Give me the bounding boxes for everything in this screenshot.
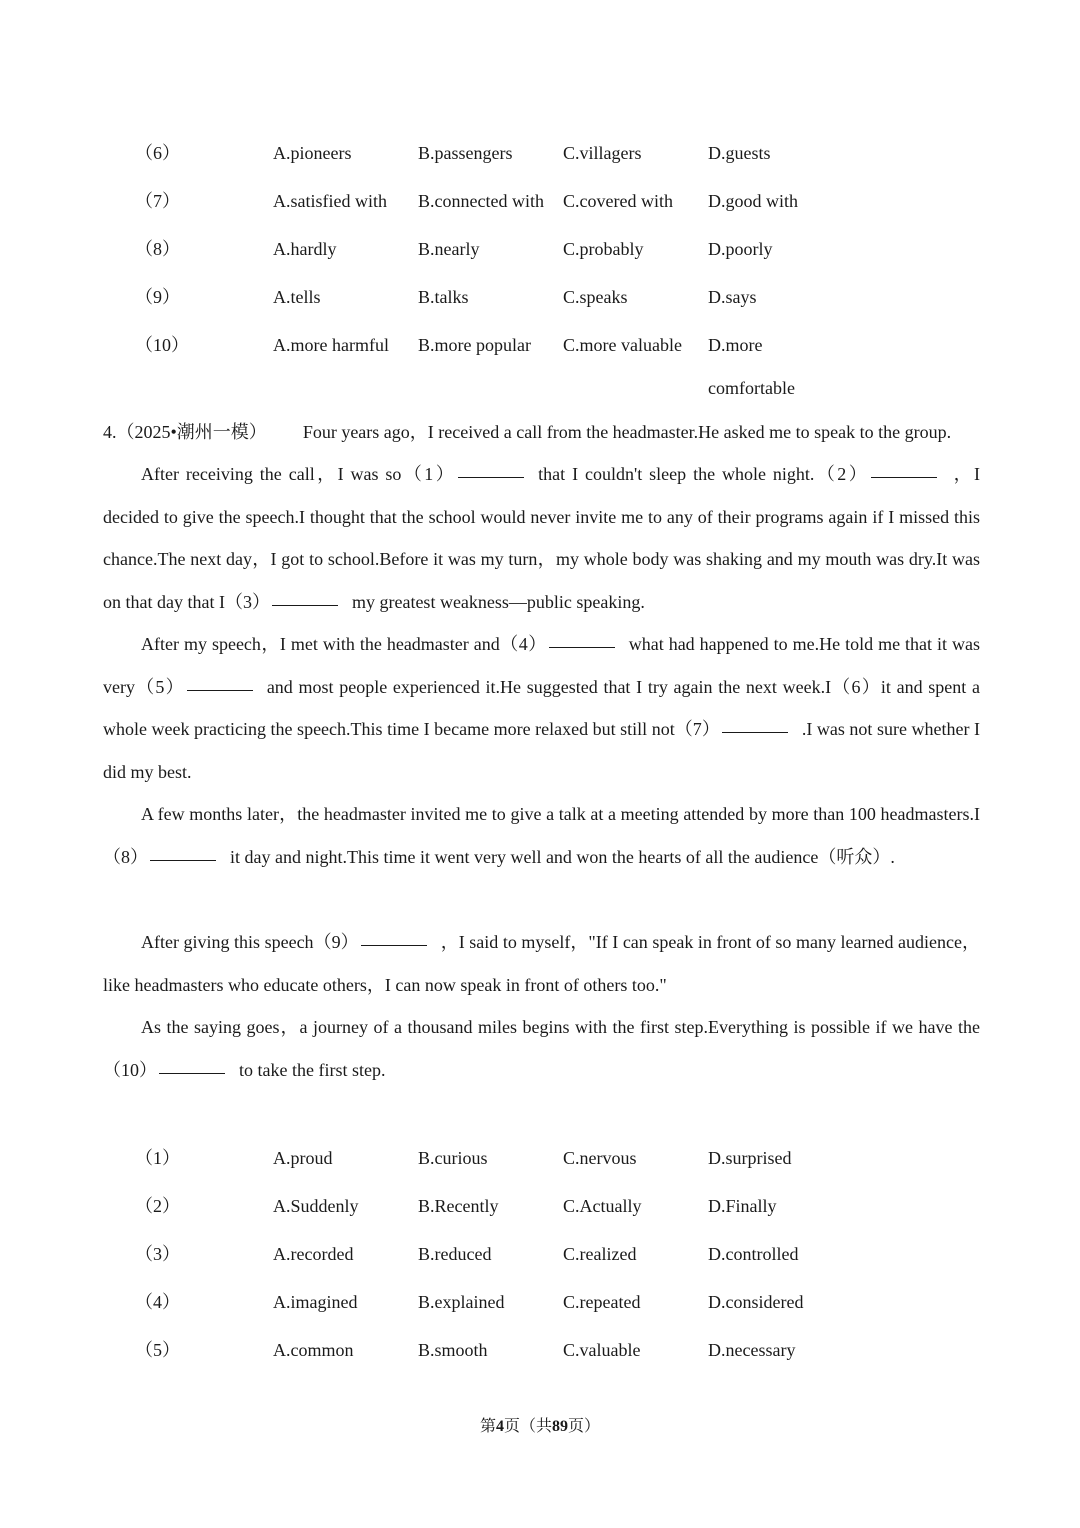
option-b: B.curious (418, 1148, 488, 1168)
option-row (0, 186, 1080, 216)
option-b: B.connected with (418, 191, 544, 211)
option-a: A.Suddenly (273, 1196, 359, 1216)
option-number: （8） (135, 239, 180, 259)
footer-text: 第 (479, 1418, 496, 1435)
option-a: A.tells (273, 287, 321, 307)
option-number: （9） (135, 287, 180, 307)
passage-paragraph-5 (103, 1006, 980, 1091)
option-number: （1） (135, 1148, 180, 1168)
option-a: A.more harmful (273, 335, 389, 355)
option-c: C.valuable (563, 1340, 641, 1360)
option-d: D.considered (708, 1292, 804, 1312)
option-c: C.speaks (563, 287, 628, 307)
option-number: （4） (135, 1292, 180, 1312)
option-number: （2） (135, 1196, 180, 1216)
option-row (0, 1239, 1080, 1269)
option-number: （10） (135, 335, 189, 355)
option-d: D.Finally (708, 1196, 777, 1216)
passage-paragraph-2 (103, 623, 980, 793)
passage-text: After my speech，I met with the headmaster and（4） (141, 634, 547, 654)
option-c: C.more valuable (563, 335, 682, 355)
option-b: B.more popular (418, 335, 531, 355)
blank-4[interactable] (549, 646, 615, 648)
blank-1[interactable] (458, 476, 524, 478)
option-c: C.repeated (563, 1292, 641, 1312)
option-row (0, 1335, 1080, 1365)
question-intro: Four years ago，I received a call from the headmaster.He asked me to speak to the group. (302, 422, 952, 442)
option-c: C.villagers (563, 143, 642, 163)
option-a: A.pioneers (273, 143, 352, 163)
option-number: （5） (135, 1340, 180, 1360)
option-c: C.realized (563, 1244, 637, 1264)
blank-9[interactable] (361, 944, 427, 946)
option-b: B.nearly (418, 239, 480, 259)
option-a: A.common (273, 1340, 354, 1360)
option-row (0, 138, 1080, 168)
option-number: （6） (135, 143, 180, 163)
option-d: D.guests (708, 143, 771, 163)
option-b: B.passengers (418, 143, 513, 163)
blank-2[interactable] (871, 476, 937, 478)
option-c: C.covered with (563, 191, 673, 211)
option-a: A.imagined (273, 1292, 358, 1312)
option-c: C.nervous (563, 1148, 637, 1168)
option-a: A.proud (273, 1148, 333, 1168)
blank-8[interactable] (150, 859, 216, 861)
option-d: D.says (708, 287, 757, 307)
page-total: 89 (552, 1418, 568, 1435)
option-d: D.controlled (708, 1244, 799, 1264)
option-number: （3） (135, 1244, 180, 1264)
option-row (0, 1143, 1080, 1173)
option-a: A.hardly (273, 239, 337, 259)
passage-text: my greatest weakness—public speaking. (351, 591, 645, 612)
passage-text: and most people experienced it.He suggested that I try again the next week.I（6）it and spent a whole week practicing the speech.This time I became more relaxed but still not（7） (103, 676, 980, 739)
question-header (103, 411, 980, 454)
passage-text: ，I said to myself，"If I can speak in front of so many learned audience，like headmasters who educate others，I can now speak in front of others too." (103, 932, 980, 995)
option-d: D.poorly (708, 239, 773, 259)
passage-text: what had happened to me.He told me that it was very（5） (103, 634, 981, 697)
option-row (0, 330, 1080, 360)
option-c: C.Actually (563, 1196, 642, 1216)
passage-text: ，I decided to give the speech.I thought that the school would never invite me to any of their programs again if I missed this chance.The next day，I got to school.Before it was my turn，my whole body was shaking and my mouth was dry.It was on that day that I（3） (103, 464, 981, 612)
footer-text: 页） (568, 1418, 601, 1435)
option-b: B.Recently (418, 1196, 499, 1216)
option-row (0, 282, 1080, 312)
option-d-continuation: comfortable (708, 378, 795, 398)
passage-text: that I couldn't sleep the whole night.（2） (538, 464, 870, 484)
passage-text: After receiving the call，I was so（1） (141, 464, 457, 484)
option-b: B.smooth (418, 1340, 488, 1360)
option-d: D.more (708, 335, 763, 355)
option-c: C.probably (563, 239, 644, 259)
passage-paragraph-4 (103, 921, 980, 1006)
passage-text: A few months later，the headmaster invited me to give a talk at a meeting attended by more than 100 headmasters.I（8） (103, 804, 980, 867)
passage-text: .I was not sure whether I did my best. (103, 719, 980, 782)
passage-text: After giving this speech（9） (141, 932, 359, 952)
blank-7[interactable] (722, 731, 788, 733)
question-source: （2025•潮州一模） (116, 422, 267, 442)
footer-text: 页（共 (503, 1418, 552, 1435)
page-number: 4 (495, 1418, 504, 1435)
passage-text: As the saying goes，a journey of a thousand miles begins with the first step.Everything is possible if we have the（10） (103, 1017, 980, 1080)
option-a: A.recorded (273, 1244, 354, 1264)
blank-5[interactable] (187, 689, 253, 691)
passage-text: to take the first step. (239, 1059, 386, 1080)
option-a: A.satisfied with (273, 191, 387, 211)
passage-paragraph-1 (103, 453, 980, 623)
page-footer (0, 1412, 1080, 1442)
passage-text: it day and night.This time it went very well and won the hearts of all the audience（听众）. (230, 846, 895, 867)
option-b: B.reduced (418, 1244, 492, 1264)
option-d: D.surprised (708, 1148, 792, 1168)
option-b: B.explained (418, 1292, 505, 1312)
option-row (0, 1191, 1080, 1221)
option-number: （7） (135, 191, 180, 211)
option-d: D.necessary (708, 1340, 796, 1360)
option-d: D.good with (708, 191, 798, 211)
option-row (0, 1287, 1080, 1317)
option-row (0, 234, 1080, 264)
blank-10[interactable] (159, 1072, 225, 1074)
blank-3[interactable] (272, 604, 338, 606)
passage-paragraph-3 (103, 793, 980, 878)
question-number: 4. (103, 422, 117, 442)
option-b: B.talks (418, 287, 469, 307)
